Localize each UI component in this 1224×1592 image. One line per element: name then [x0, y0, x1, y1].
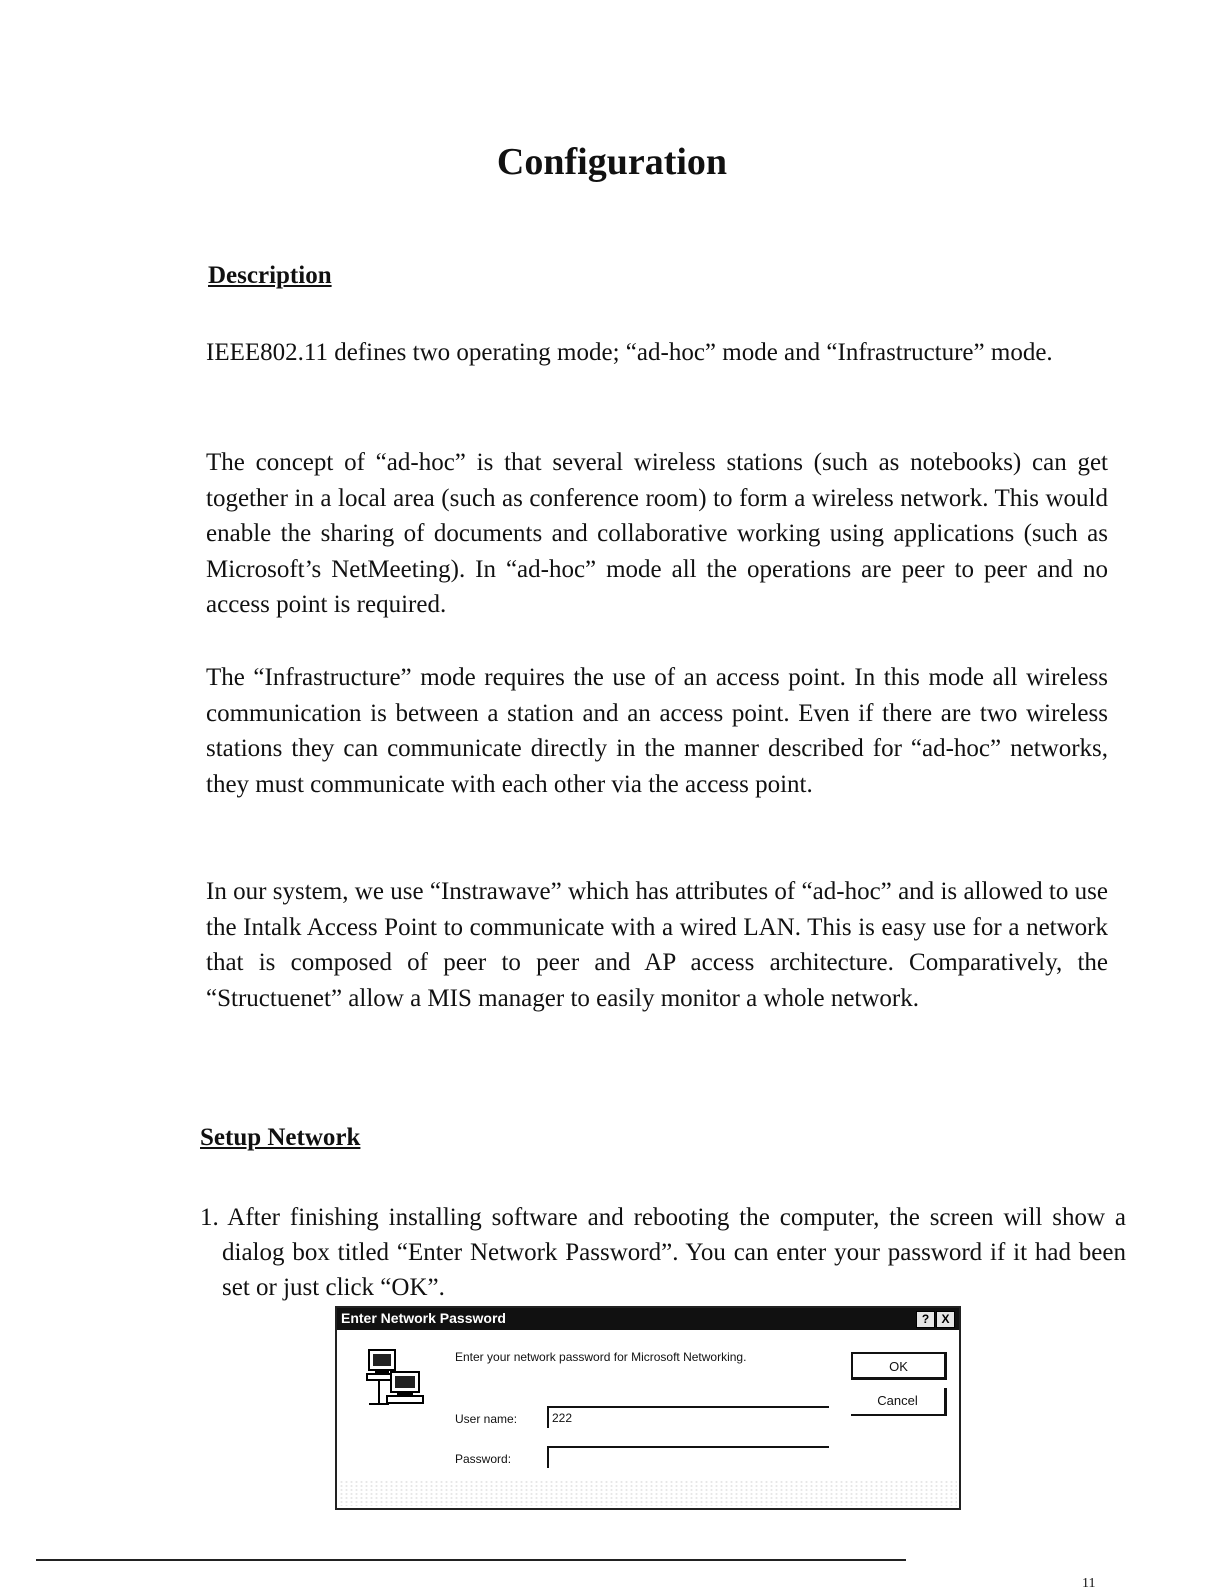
username-label: User name:	[455, 1412, 518, 1426]
network-computers-icon	[365, 1348, 429, 1410]
description-paragraph-1: IEEE802.11 defines two operating mode; “ad-hoc” mode and “Infrastructure” mode.	[206, 339, 1053, 366]
setup-step-1: 1. After finishing installing software and rebooting the computer, the screen will show a dialog box titled “Enter Network Password”. You can enter your password if it had been set or just click “OK”.	[200, 1204, 1126, 1301]
footer-rule	[36, 1559, 906, 1561]
dialog-title: Enter Network Password	[341, 1310, 506, 1326]
page-title: Configuration	[496, 141, 728, 183]
dialog-titlebar	[337, 1308, 959, 1330]
scan-noise	[339, 1480, 957, 1506]
close-button[interactable]: X	[936, 1311, 955, 1328]
ok-button[interactable]: OK	[851, 1352, 947, 1380]
enter-network-password-dialog	[335, 1306, 961, 1510]
page-number: 11	[1082, 1576, 1096, 1591]
cancel-button[interactable]: Cancel	[851, 1388, 947, 1416]
setup-network-heading: Setup Network	[200, 1124, 361, 1151]
description-paragraph-2: The concept of “ad-hoc” is that several wireless stations (such as notebooks) can get together in a local area (such as conference room) to form a wireless network. This would enable the sharing of documents and collaborative working using applications (such as Microsoft’s NetMeeting). In “ad-hoc” mode all the operations are peer to peer and no access point is required.	[206, 449, 1108, 618]
help-button[interactable]: ?	[916, 1311, 935, 1328]
description-paragraph-3: The “Infrastructure” mode requires the use of an access point. In this mode all wireless communication is between a station and an access point. Even if there are two wireless stations they can communicate directly in the manner described for “ad-hoc” networks, they must communicate with each other via the access point.	[206, 664, 1108, 798]
password-input[interactable]	[547, 1446, 829, 1468]
username-input[interactable]: 222	[547, 1406, 829, 1428]
password-label: Password:	[455, 1452, 512, 1466]
dialog-message: Enter your network password for Microsoft Networking.	[455, 1350, 747, 1364]
description-heading: Description	[208, 262, 332, 289]
description-paragraph-4: In our system, we use “Instrawave” which has attributes of “ad-hoc” and is allowed to use the Intalk Access Point to communicate with a wired LAN. This is easy use for a network that is composed of peer to peer and AP access architecture. Comparatively, the “Structuenet” allow a MIS manager to easily monitor a whole network.	[206, 878, 1108, 1012]
